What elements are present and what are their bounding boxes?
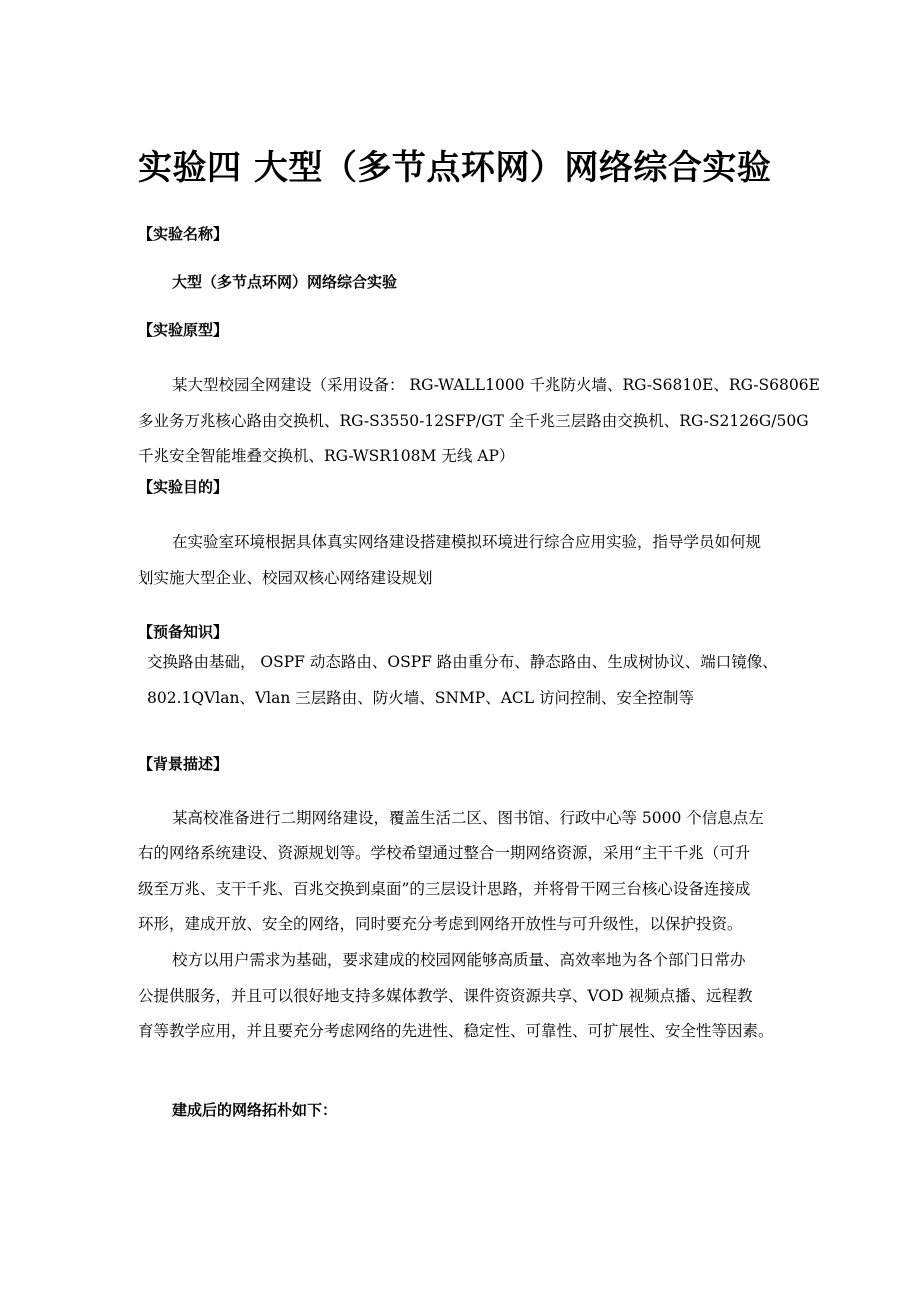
background-p1-line-3: 级至万兆、支干千兆、百兆交换到桌面”的三层设计思路，并将骨干网三台核心设备连接成 [138,880,751,898]
topology-caption: 建成后的网络拓朴如下： [172,1101,338,1119]
section-heading-prototype: 【实验原型】 [138,321,229,339]
section-heading-prerequisites: 【预备知识】 [138,623,229,641]
background-p2-line-1: 校方以用户需求为基础，要求建成的校园网能够高质量、高效率地为各个部门日常办 [172,951,746,969]
section-heading-background: 【背景描述】 [138,755,229,773]
background-p2-line-3: 育等教学应用，并且要充分考虑网络的先进性、稳定性、可靠性、可扩展性、安全性等因素。 [138,1022,774,1040]
prototype-line-1: 某大型校园全网建设（采用设备： RG-WALL1000 千兆防火墙、RG-S6810E、RG-S6806E [172,376,820,394]
experiment-name: 大型（多节点环网）网络综合实验 [172,273,398,291]
section-heading-name: 【实验名称】 [138,225,229,243]
prerequisites-line-2: 802.1QVlan、Vlan 三层路由、防火墙、SNMP、ACL 访问控制、安全控制等 [147,689,695,707]
background-p1-line-2: 右的网络系统建设、资源规划等。学校希望通过整合一期网络资源，采用“主干千兆（可升 [138,844,751,862]
purpose-line-2: 划实施大型企业、校园双核心网络建设规划 [138,569,433,587]
background-p1-line-4: 环形，建成开放、安全的网络，同时要充分考虑到网络开放性与可升级性，以保护投资。 [138,915,743,933]
background-p1-line-1: 某高校准备进行二期网络建设，覆盖生活二区、图书馆、行政中心等 5000 个信息点左 [172,809,764,827]
prototype-line-2: 多业务万兆核心路由交换机、RG-S3550-12SFP/GT 全千兆三层路由交换机、RG-S2126G/50G [138,412,809,430]
background-p2-line-2: 公提供服务，并且可以很好地支持多媒体教学、课件资资源共享、VOD 视频点播、远程教 [138,987,753,1005]
prototype-line-3: 千兆安全智能堆叠交换机、RG-WSR108M 无线 AP） [138,447,515,465]
section-heading-purpose: 【实验目的】 [138,478,229,496]
prerequisites-line-1: 交换路由基础， OSPF 动态路由、OSPF 路由重分布、静态路由、生成树协议、端口镜像、 [147,653,778,671]
document-title: 实验四 大型（多节点环网）网络综合实验 [138,148,772,188]
purpose-line-1: 在实验室环境根据具体真实网络建设搭建模拟环境进行综合应用实验，指导学员如何规 [172,533,762,551]
